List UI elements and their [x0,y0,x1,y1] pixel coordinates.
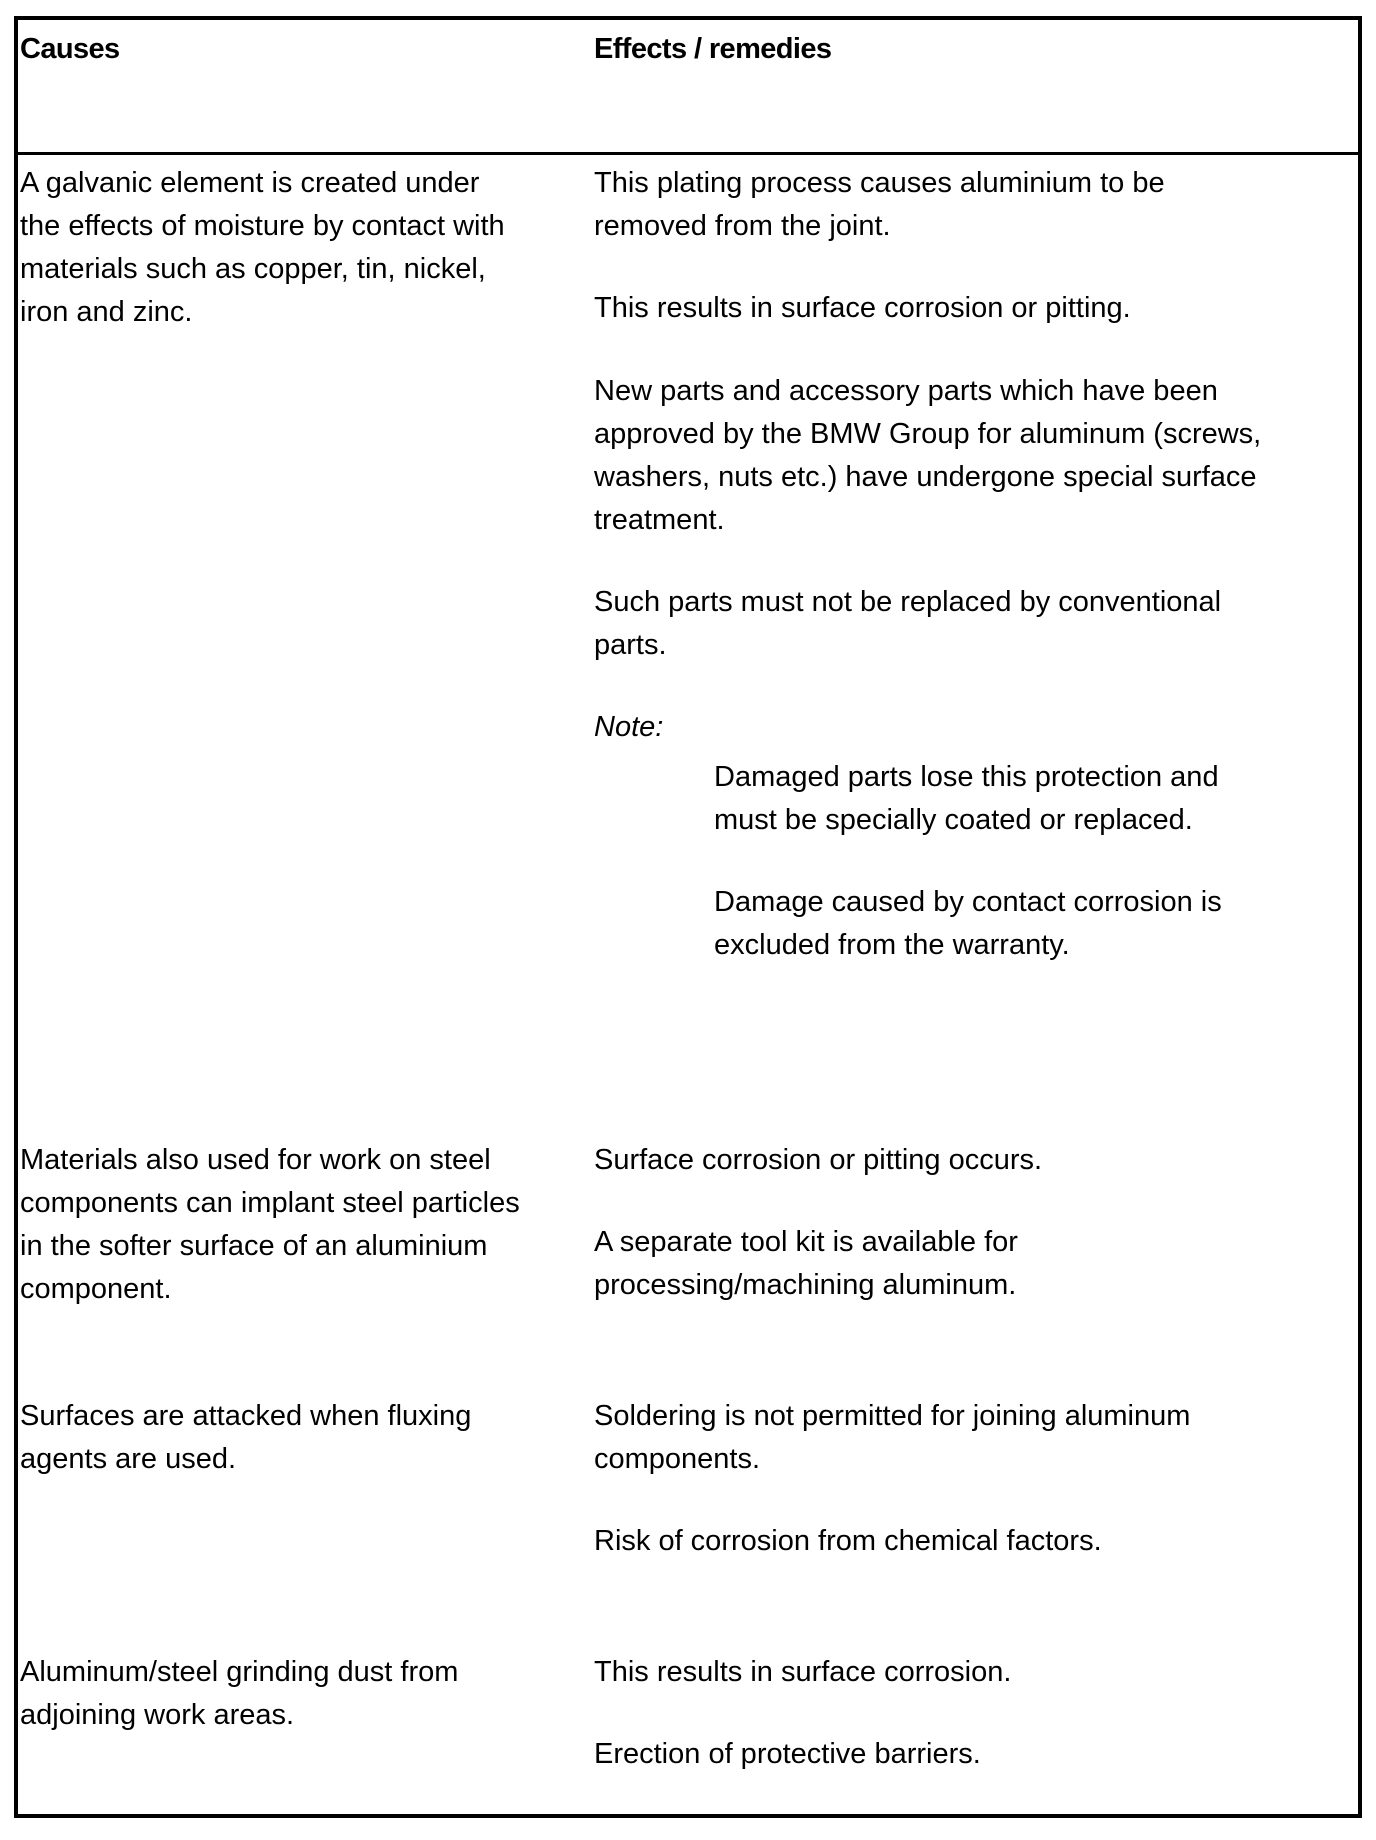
row4-effect-line: Erection of protective barriers. [594,1738,981,1770]
row1-cause-line: iron and zinc. [20,296,193,328]
header-causes: Causes [20,33,120,65]
row1-effect-line: parts. [594,629,667,661]
note-item-line: Damaged parts lose this protection and [714,761,1219,793]
row2-effect-line: Surface corrosion or pitting occurs. [594,1144,1043,1176]
row3-effect-line: Risk of corrosion from chemical factors. [594,1525,1102,1557]
row3-effect-line: components. [594,1443,761,1475]
row1-effect-line: approved by the BMW Group for aluminum (screws, [594,418,1262,450]
header-effects-remedies: Effects / remedies [594,33,832,65]
row2-effect-line: processing/machining aluminum. [594,1269,1017,1301]
row1-effect-line: Such parts must not be replaced by conventional [594,586,1222,618]
row1-effect-line: This plating process causes aluminium to be [594,167,1165,199]
row1-effect-line: This results in surface corrosion or pitting. [594,292,1131,324]
row2-cause-line: in the softer surface of an aluminium [20,1230,488,1262]
note-item-line: must be specially coated or replaced. [714,804,1193,836]
row4-cause-line: adjoining work areas. [20,1699,295,1731]
row1-effect-line: washers, nuts etc.) have undergone special surface [594,461,1257,493]
row2-effect-line: A separate tool kit is available for [594,1226,1018,1258]
note-label: Note: [594,711,664,743]
row4-effect-line: This results in surface corrosion. [594,1656,1012,1688]
row1-effect-line: removed from the joint. [594,210,891,242]
row4-cause-line: Aluminum/steel grinding dust from [20,1656,459,1688]
row1-cause-line: materials such as copper, tin, nickel, [20,253,486,285]
header-divider [18,152,1358,155]
row2-cause-line: component. [20,1273,172,1305]
row3-cause-line: agents are used. [20,1443,237,1475]
row2-cause-line: components can implant steel particles [20,1187,520,1219]
row1-cause-line: the effects of moisture by contact with [20,210,505,242]
row1-cause-line: A galvanic element is created under [20,167,480,199]
note-item-line: Damage caused by contact corrosion is [714,886,1222,918]
corrosion-table [14,16,1362,1818]
row2-cause-line: Materials also used for work on steel [20,1144,491,1176]
row3-effect-line: Soldering is not permitted for joining aluminum [594,1400,1191,1432]
note-item-line: excluded from the warranty. [714,929,1070,961]
row3-cause-line: Surfaces are attacked when fluxing [20,1400,472,1432]
row1-effect-line: treatment. [594,504,725,536]
row1-effect-line: New parts and accessory parts which have been [594,375,1218,407]
